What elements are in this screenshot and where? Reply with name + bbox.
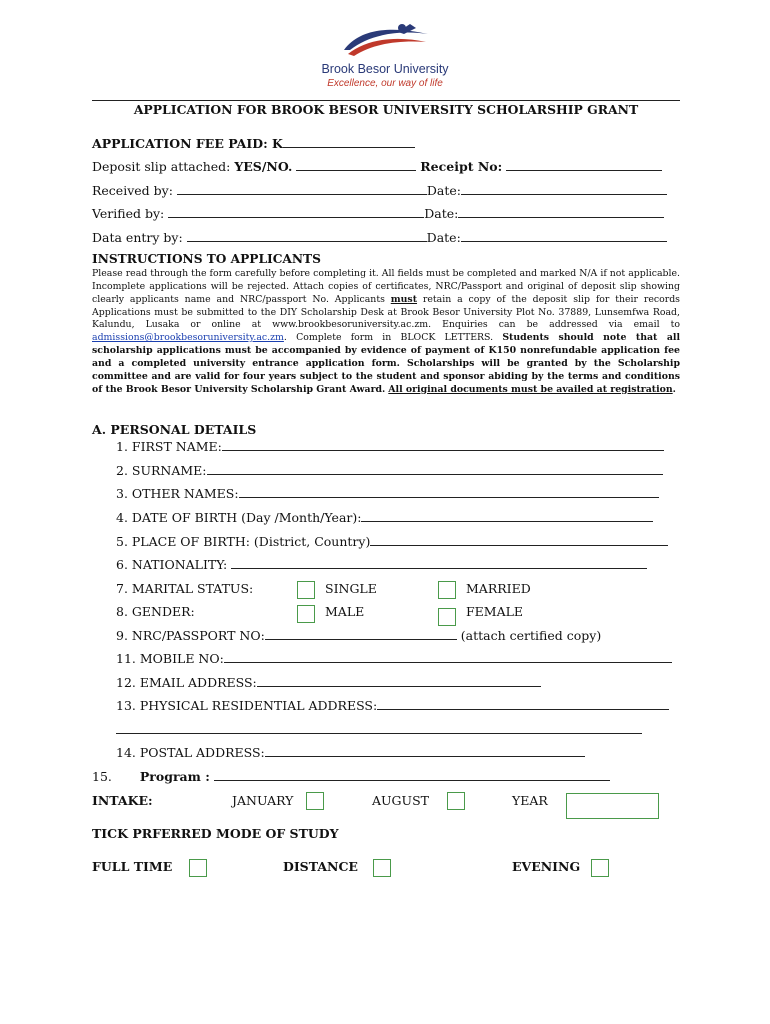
yes-no-option[interactable]: YES/NO.	[234, 159, 293, 174]
fee-paid-row	[92, 136, 415, 151]
header-divider	[92, 100, 680, 101]
verified-by-field[interactable]	[168, 207, 424, 218]
form-title: APPLICATION FOR BROOK BESOR UNIVERSITY SCHOLARSHIP GRANT	[133, 102, 639, 117]
year-field[interactable]	[566, 793, 659, 819]
fee-paid-label: APPLICATION FEE PAID: K	[92, 136, 283, 151]
university-logo	[300, 20, 470, 92]
instructions-part-1: Please read through the form carefully before completing it. All fields must be completed and marked N/A if not applicable. Incomplete applications will be rejected. Attach copies of certificates, NRC/Passport and original of deposit slip showing clearly applicants name and NRC/passport No. Applicants	[92, 268, 680, 305]
pob-label: 5. PLACE OF BIRTH: (District, Country)	[116, 534, 371, 549]
surname-label: 2. SURNAME:	[116, 463, 207, 478]
female-label: FEMALE	[466, 604, 524, 619]
instructions-part-3: . Complete form in BLOCK LETTERS.	[283, 332, 494, 344]
received-by-label: Received by:	[92, 183, 173, 198]
data-entry-label: Data entry by:	[92, 230, 183, 245]
data-entry-field[interactable]	[187, 231, 427, 242]
physical-address-label: 13. PHYSICAL RESIDENTIAL ADDRESS:	[116, 698, 378, 713]
instructions-title: INSTRUCTIONS TO APPLICANTS	[92, 252, 321, 266]
dob-field[interactable]	[361, 511, 653, 522]
mobile-label: 11. MOBILE NO:	[116, 651, 224, 666]
received-by-field[interactable]	[177, 184, 427, 195]
data-entry-row	[92, 230, 667, 245]
postal-address-label: 14. POSTAL ADDRESS:	[116, 745, 265, 760]
physical-address-row-2	[116, 722, 642, 737]
surname-field[interactable]	[207, 464, 663, 475]
nationality-field[interactable]	[231, 558, 647, 569]
nrc-field[interactable]	[265, 629, 457, 640]
distance-label: DISTANCE	[283, 859, 358, 874]
received-by-row	[92, 183, 667, 198]
married-checkbox[interactable]	[438, 581, 456, 599]
surname-row	[116, 463, 663, 478]
marital-status-label: 7. MARITAL STATUS:	[116, 581, 254, 596]
full-time-checkbox[interactable]	[189, 859, 207, 877]
august-checkbox[interactable]	[447, 792, 465, 810]
instructions-end: .	[672, 383, 676, 395]
deposit-slip-label: Deposit slip attached:	[92, 159, 231, 174]
data-entry-date-field[interactable]	[461, 231, 667, 242]
deposit-slip-row	[92, 159, 662, 174]
female-checkbox[interactable]	[438, 608, 456, 626]
january-label: JANUARY	[232, 793, 294, 808]
fee-paid-field[interactable]	[283, 137, 415, 148]
distance-checkbox[interactable]	[373, 859, 391, 877]
physical-address-field-2[interactable]	[116, 723, 642, 734]
august-label: AUGUST	[372, 793, 429, 808]
deposit-slip-field[interactable]	[296, 160, 416, 171]
other-names-field[interactable]	[239, 487, 659, 498]
single-checkbox[interactable]	[297, 581, 315, 599]
nationality-row	[116, 557, 647, 572]
receipt-no-label: Receipt No:	[420, 159, 503, 174]
data-entry-date-label: Date:	[426, 230, 461, 245]
nrc-row	[116, 628, 601, 643]
postal-address-row	[116, 745, 585, 760]
physical-address-field[interactable]	[377, 699, 669, 710]
pob-field[interactable]	[370, 535, 668, 546]
personal-details-title: A. PERSONAL DETAILS	[92, 422, 257, 437]
program-row	[92, 769, 610, 784]
nationality-label: 6. NATIONALITY:	[116, 557, 228, 572]
first-name-field[interactable]	[222, 440, 664, 451]
intake-label: INTAKE:	[92, 793, 153, 808]
university-name: Brook Besor University	[321, 62, 449, 76]
received-date-label: Date:	[426, 183, 462, 198]
dob-label: 4. DATE OF BIRTH (Day /Month/Year):	[116, 510, 362, 525]
postal-address-field[interactable]	[265, 746, 585, 757]
pob-row	[116, 534, 668, 549]
email-field[interactable]	[257, 676, 541, 687]
year-label: YEAR	[512, 793, 548, 808]
receipt-no-field[interactable]	[506, 160, 662, 171]
other-names-label: 3. OTHER NAMES:	[116, 486, 239, 501]
mobile-row	[116, 651, 672, 666]
instructions-part-2: retain a copy of the deposit slip for their records Applications must be submitted to the DIY Scholarship Desk at Brook Besor University Plot No. 37889, Lunsemfwa Road, Kalundu, Lusaka or online at www.brookbesoruniversity.ac.zm. Enquiries can be addressed via email to	[92, 293, 680, 331]
january-checkbox[interactable]	[306, 792, 324, 810]
married-label: MARRIED	[466, 581, 531, 596]
single-label: SINGLE	[325, 581, 377, 596]
email-row	[116, 675, 541, 690]
gender-label: 8. GENDER:	[116, 604, 195, 619]
program-field[interactable]	[214, 770, 610, 781]
verified-by-label: Verified by:	[92, 206, 165, 221]
instructions-must: must	[390, 293, 418, 305]
verified-by-row	[92, 206, 664, 221]
study-mode-title: TICK PRFERRED MODE OF STUDY	[92, 826, 339, 841]
instructions-bold-underlined: All original documents must be availed at registration	[388, 383, 673, 395]
email-label: 12. EMAIL ADDRESS:	[116, 675, 257, 690]
physical-address-row	[116, 698, 669, 713]
program-number: 15.	[92, 769, 112, 784]
admissions-email-link[interactable]: admissions@brookbesoruniversity.ac.zm	[92, 332, 284, 344]
instructions-bold: Students should note that all scholarship applications must be accompanied by evidence of payment of K150 nonrefundable application fee and a completed university entrance application form. Scholarships will be granted by the Scholarship committee and are valid for four years subject to the student and sponsor abiding by the terms and conditions of the Brook Besor University Scholarship Grant Award.	[92, 332, 680, 395]
male-label: MALE	[325, 604, 365, 619]
instructions-text	[92, 268, 680, 396]
first-name-label: 1. FIRST NAME:	[116, 439, 222, 454]
nrc-label: 9. NRC/PASSPORT NO:	[116, 628, 265, 643]
verified-date-label: Date:	[424, 206, 459, 221]
swoosh-logo-icon	[340, 20, 432, 60]
verified-date-field[interactable]	[458, 207, 664, 218]
evening-label: EVENING	[512, 859, 581, 874]
program-label: Program :	[139, 769, 210, 784]
university-tagline: Excellence, our way of life	[327, 78, 443, 89]
male-checkbox[interactable]	[297, 605, 315, 623]
dob-row	[116, 510, 653, 525]
received-date-field[interactable]	[461, 184, 667, 195]
first-name-row	[116, 439, 664, 454]
full-time-label: FULL TIME	[92, 859, 173, 874]
evening-checkbox[interactable]	[591, 859, 609, 877]
mobile-field[interactable]	[224, 652, 672, 663]
other-names-row	[116, 486, 659, 501]
nrc-attach-note: (attach certified copy)	[460, 628, 602, 643]
